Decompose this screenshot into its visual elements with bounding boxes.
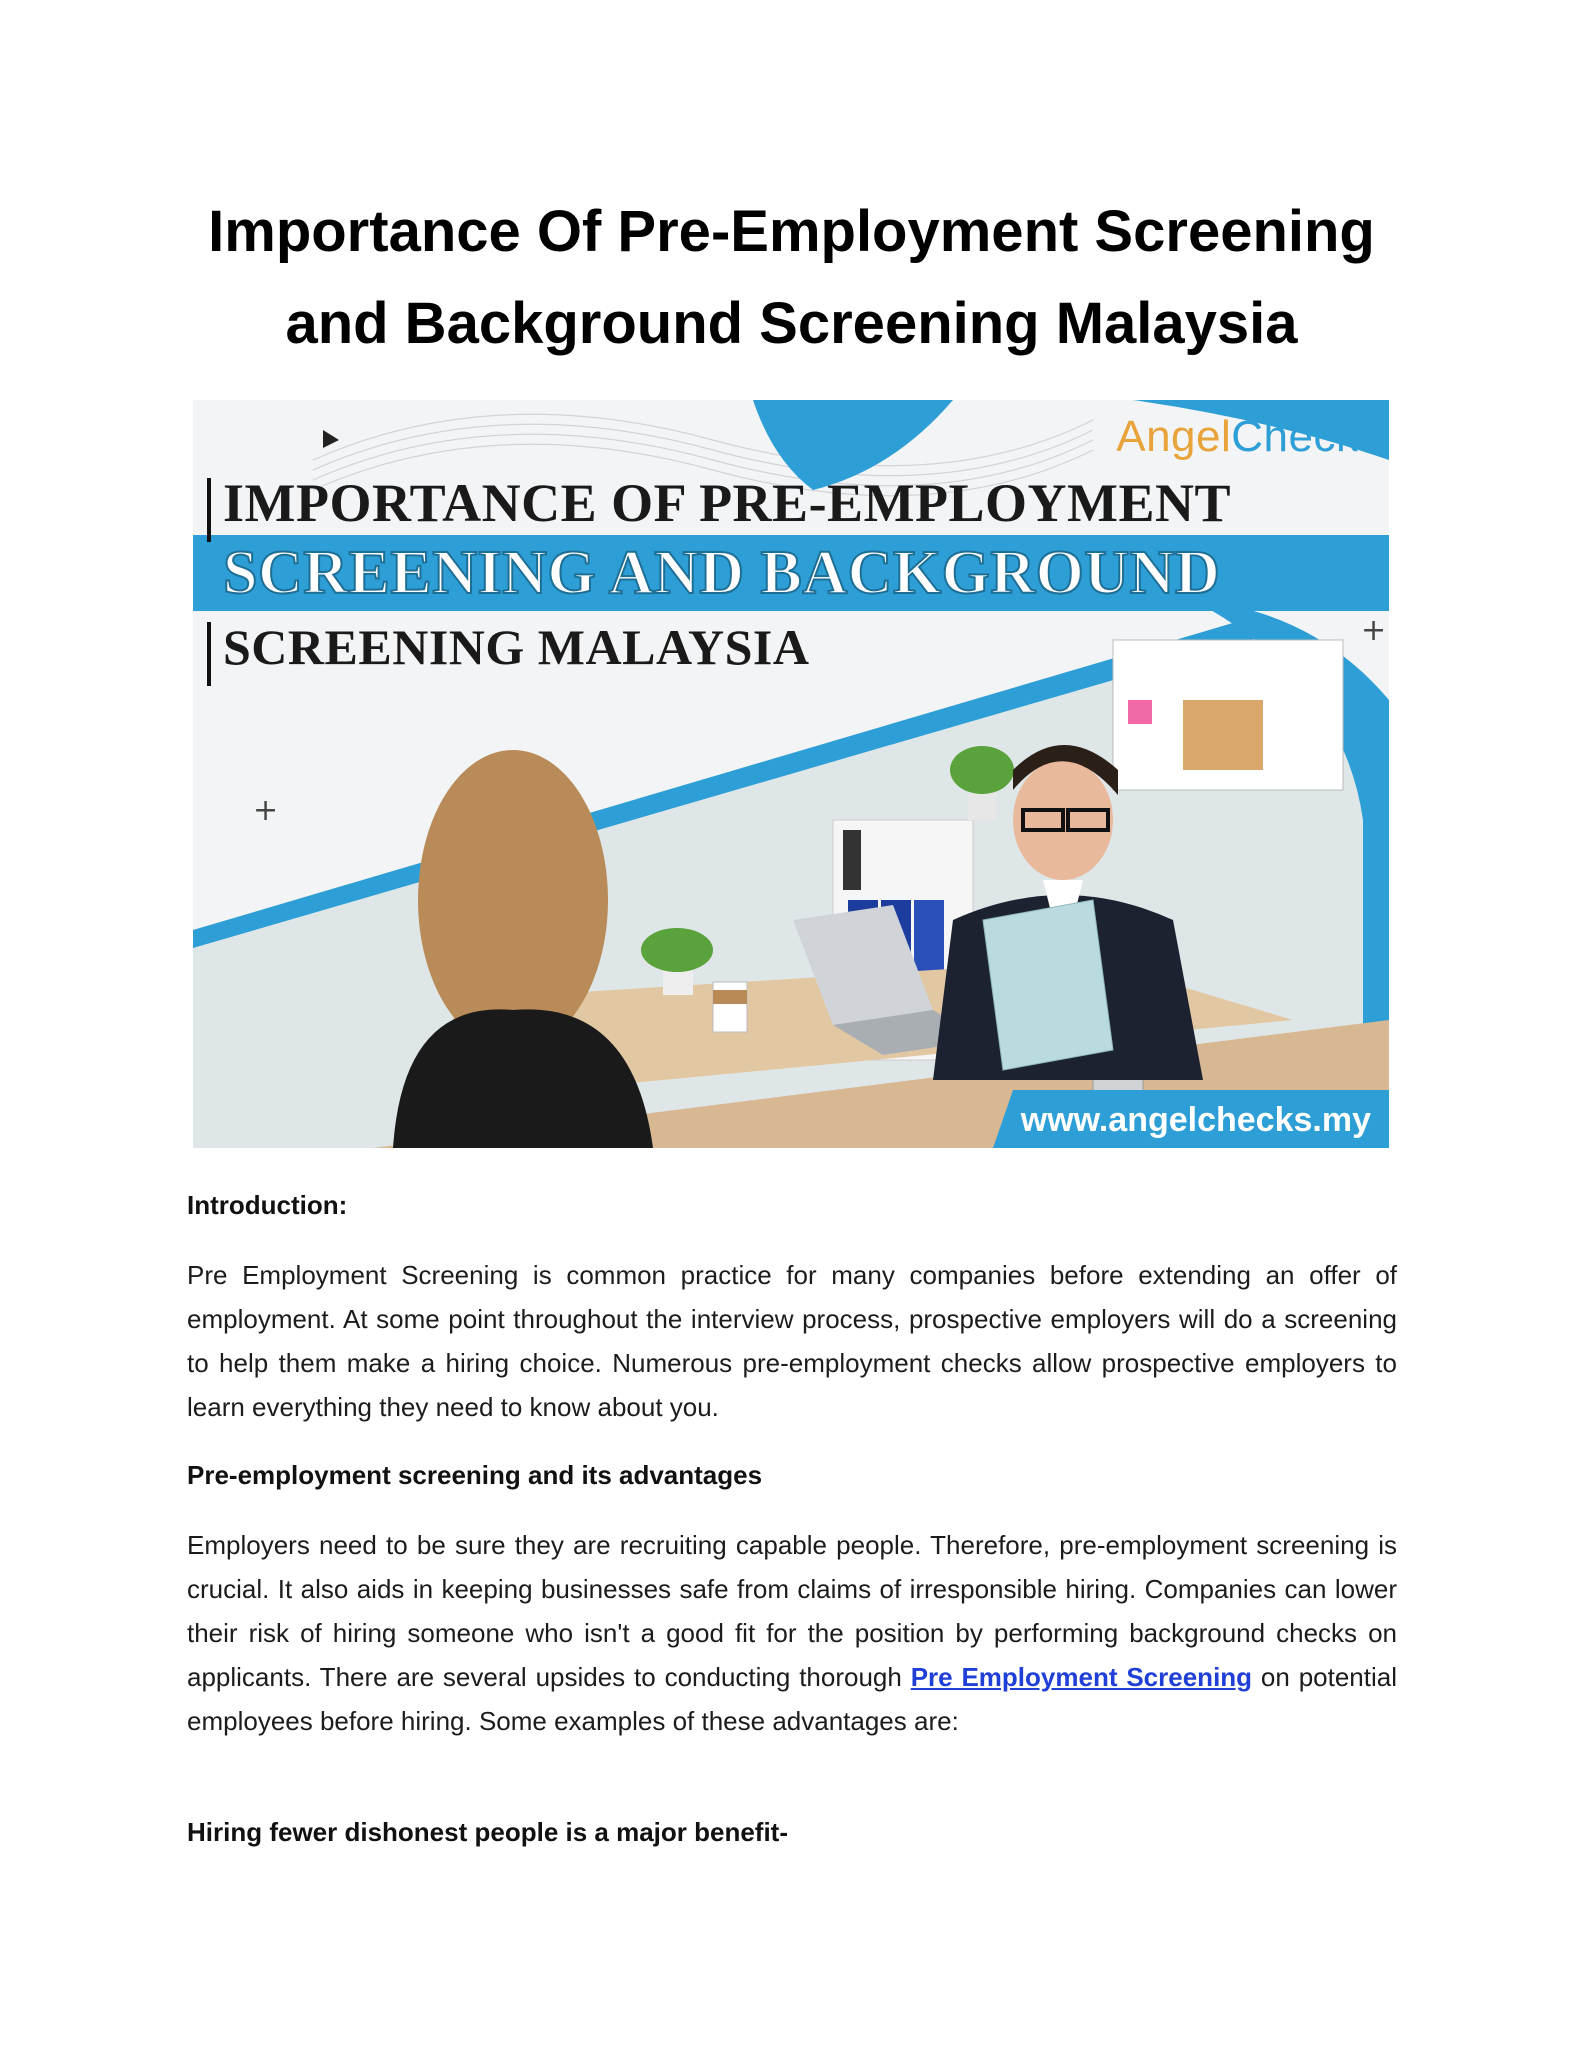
banner-line-2: SCREENING AND BACKGROUND — [223, 539, 1221, 607]
intro-heading: Introduction: — [187, 1190, 348, 1220]
advantages-paragraph — [187, 1523, 1397, 1743]
svg-text:+: + — [253, 793, 279, 828]
title-line-1: Importance Of Pre-Employment Screening — [208, 199, 1375, 264]
banner-line-3: SCREENING MALAYSIA — [223, 619, 810, 675]
benefit-heading: Hiring fewer dishonest people is a major benefit- — [187, 1817, 788, 1847]
advantages-text-before: Employers need to be sure they are recruiting capable people. Therefore, pre-employment screening is crucial. It also aids in keeping businesses safe from claims of irresponsible hiring. Companies can lower their risk of hiring someone who isn't a good fit for the position by performing background checks on applicants. There are several upsides to conducting thorough — [187, 1530, 1397, 1692]
advantages-text-after: on potential employees before hiring. Some examples of these advantages are: — [187, 1662, 1397, 1736]
logo-checks-text: Checks — [1231, 412, 1381, 461]
angelchecks-logo — [1116, 410, 1381, 464]
advantages-section — [187, 1458, 1397, 1492]
banner-url: www.angelchecks.my — [1020, 1101, 1371, 1139]
logo-angel-text: Angel — [1116, 412, 1232, 461]
title-line-2: and Background Screening Malaysia — [285, 291, 1298, 356]
intro-section — [187, 1188, 1397, 1222]
pre-employment-screening-link[interactable]: Pre Employment Screening — [910, 1662, 1253, 1692]
advantages-paragraph-block — [187, 1523, 1397, 1743]
banner-line-1: IMPORTANCE OF PRE-EMPLOYMENT — [223, 473, 1232, 533]
page-title — [120, 186, 1463, 370]
benefit-section — [187, 1815, 1397, 1849]
advantages-heading: Pre-employment screening and its advantages — [187, 1460, 763, 1490]
intro-paragraph: Pre Employment Screening is common practice for many companies before extending an offer of employment. At some point throughout the interview process, prospective employers will do a screening to help them make a hiring choice. Numerous pre-employment checks allow prospective employers to learn everything they need to know about you. — [187, 1260, 1397, 1422]
intro-paragraph-block — [187, 1253, 1397, 1429]
banner-image — [193, 400, 1389, 1148]
svg-text:+: + — [1361, 613, 1387, 648]
